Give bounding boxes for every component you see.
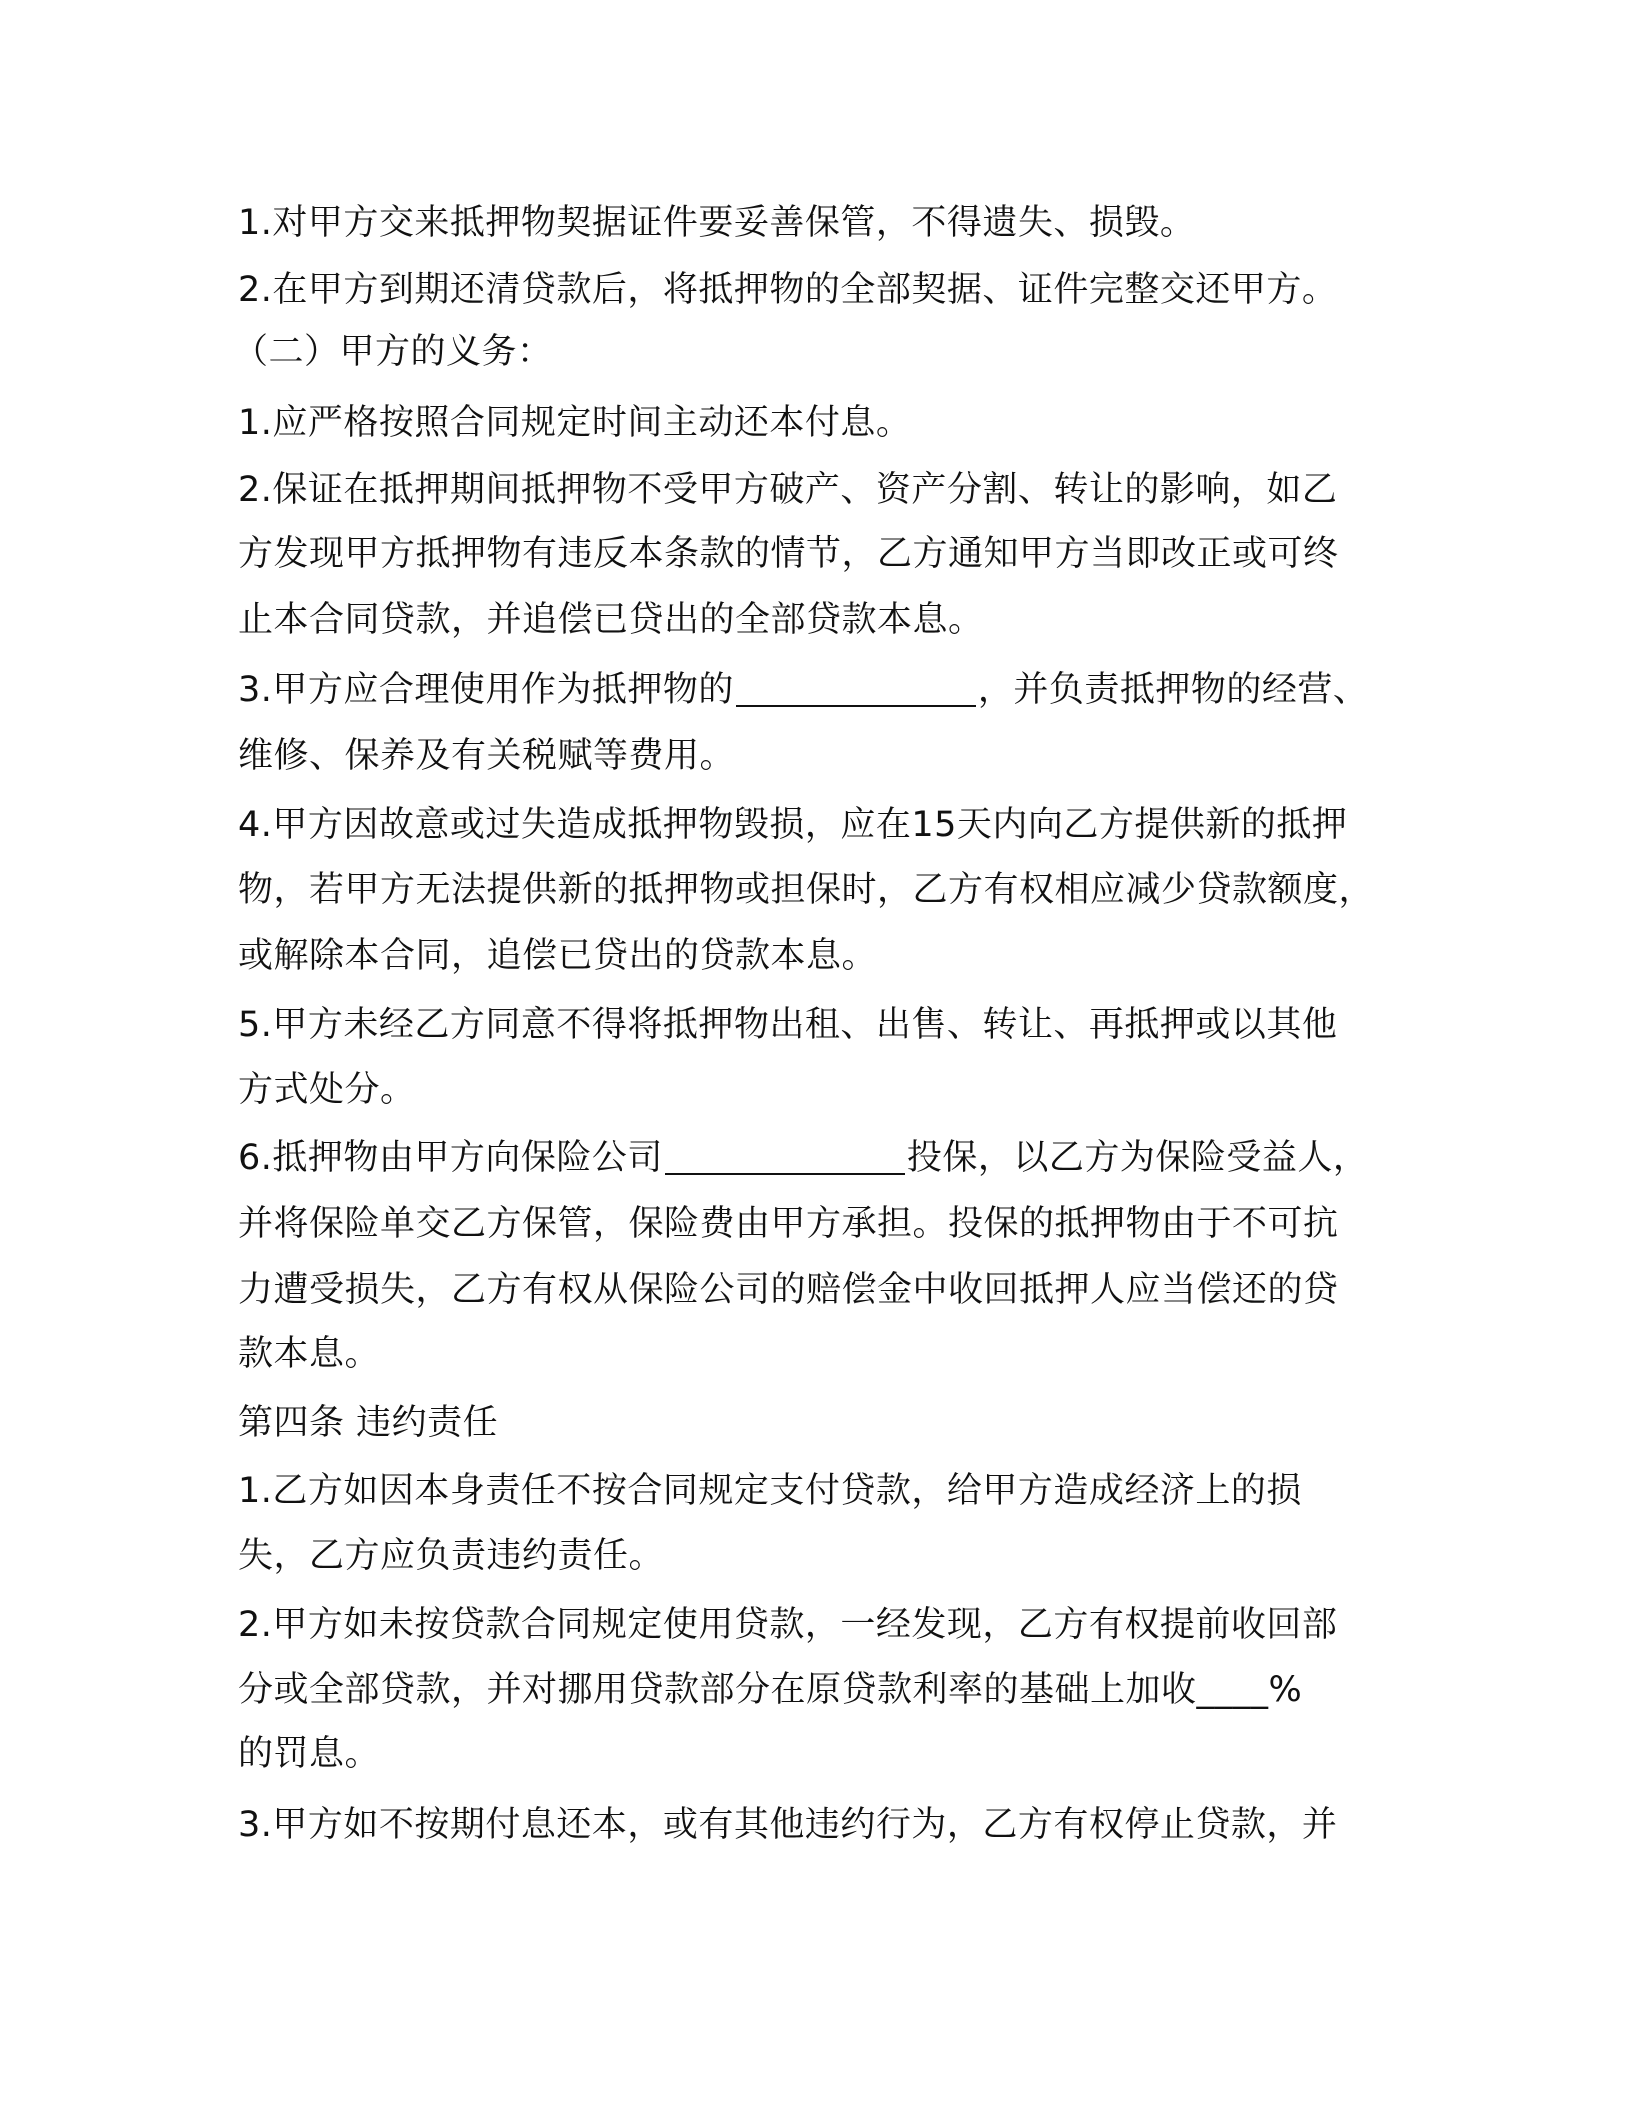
text-line: 5.甲方未经乙方同意不得将抵押物出租、出售、转让、再抵押或以其他 xyxy=(238,1005,1338,1045)
text-line: 款本息。 xyxy=(238,1334,381,1374)
text-segment: ，并负责抵押物的经营、 xyxy=(977,670,1369,710)
text-line: 维修、保养及有关税赋等费用。 xyxy=(238,736,736,776)
text-line: 止本合同贷款，并追偿已贷出的全部贷款本息。 xyxy=(238,600,984,640)
text-segment: 3.甲方应合理使用作为抵押物的 xyxy=(238,670,734,710)
fill-in-blank xyxy=(736,665,976,707)
text-line: 分或全部贷款，并对挪用贷款部分在原贷款利率的基础上加收____% xyxy=(238,1670,1303,1710)
text-line: 2.在甲方到期还清贷款后，将抵押物的全部契据、证件完整交还甲方。 xyxy=(238,270,1338,310)
fill-in-blank xyxy=(665,1133,905,1175)
text-line: 3.甲方如不按期付息还本，或有其他违约行为，乙方有权停止贷款，并 xyxy=(238,1805,1338,1845)
text-line: 方式处分。 xyxy=(238,1070,416,1110)
text-line: 1.应严格按照合同规定时间主动还本付息。 xyxy=(238,403,912,443)
text-line: 的罚息。 xyxy=(238,1734,381,1774)
text-line-with-blank xyxy=(238,1130,1368,1186)
text-line: 并将保险单交乙方保管，保险费由甲方承担。投保的抵押物由于不可抗 xyxy=(238,1204,1339,1244)
text-line-with-blank xyxy=(238,662,1368,718)
text-line: 2.保证在抵押期间抵押物不受甲方破产、资产分割、转让的影响，如乙 xyxy=(238,470,1338,510)
text-line: 或解除本合同，追偿已贷出的贷款本息。 xyxy=(238,936,878,976)
text-line: 物，若甲方无法提供新的抵押物或担保时，乙方有权相应减少贷款额度， xyxy=(238,870,1375,910)
text-line: 1.对甲方交来抵押物契据证件要妥善保管，不得遗失、损毁。 xyxy=(238,203,1196,243)
text-line: 4.甲方因故意或过失造成抵押物毁损，应在15天内向乙方提供新的抵押 xyxy=(238,805,1348,845)
text-line: 失，乙方应负责违约责任。 xyxy=(238,1536,665,1576)
text-line: 力遭受损失，乙方有权从保险公司的赔偿金中收回抵押人应当偿还的贷 xyxy=(238,1270,1339,1310)
text-line: 方发现甲方抵押物有违反本条款的情节，乙方通知甲方当即改正或可终 xyxy=(238,534,1339,574)
article-heading: 第四条 违约责任 xyxy=(238,1403,499,1443)
text-segment: 投保，以乙方为保险受益人， xyxy=(906,1138,1369,1178)
section-heading: （二）甲方的义务： xyxy=(233,332,553,372)
text-segment: 6.抵押物由甲方向保险公司 xyxy=(238,1138,663,1178)
text-line: 2.甲方如未按贷款合同规定使用贷款，一经发现，乙方有权提前收回部 xyxy=(238,1605,1338,1645)
text-line: 1.乙方如因本身责任不按合同规定支付贷款，给甲方造成经济上的损 xyxy=(238,1471,1302,1511)
